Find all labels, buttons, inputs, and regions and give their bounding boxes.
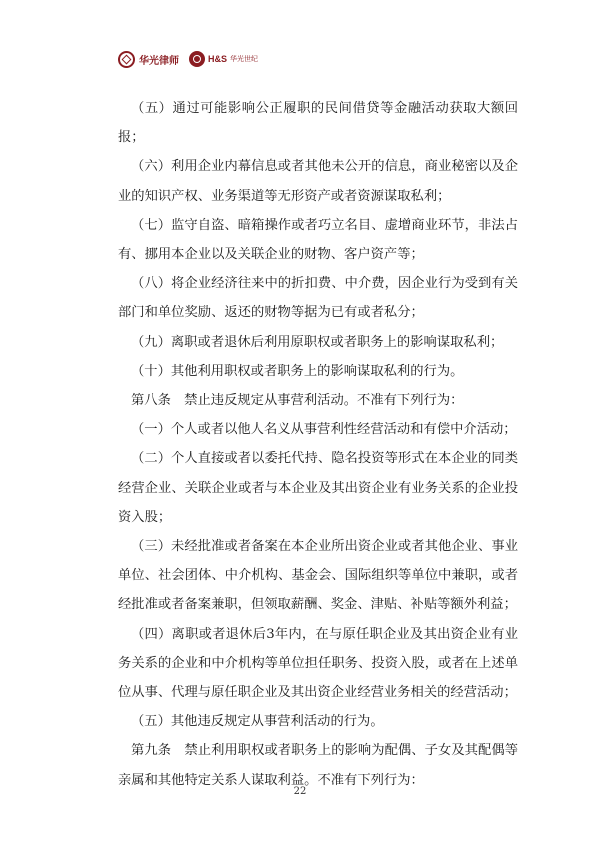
paragraph-item-6: （六）利用企业内幕信息或者其他未公开的信息，商业秘密以及企业的知识产权、业务渠道等无形资产或者资源谋取私利； (118, 159, 518, 204)
paragraph-item-7: （七）监守自盗、暗箱操作或者巧立名目、虚增商业环节，非法占有、挪用本企业以及关联企业的财物、客户资产等； (118, 217, 518, 263)
paragraph-item-5: （五）通过可能影响公正履职的民间借贷等金融活动获取大额回报； (118, 101, 518, 146)
article-9-heading: 第九条 禁止利用职权或者职务上的影响为配偶、子女及其配偶等亲属和其他特定关系人谋取利益。不准有下列行为： (118, 743, 518, 788)
paragraph-item-10: （十）其他利用职权或者职务上的影响谋取私利的行为。 (131, 363, 464, 379)
article-8-item-1: （一）个人或者以他人名义从事营利性经营活动和有偿中介活动； (131, 422, 517, 438)
law-firm-logo (118, 51, 179, 68)
hs-logo-icon (189, 51, 205, 67)
page-header (118, 48, 258, 70)
article-8-item-3: （三）未经批准或者备案在本企业所出资企业或者其他企业、事业单位、社会团体、中介机构、基金会、国际组织等单位中兼职，或者经批准或者备案兼职，但领取薪酬、奖金、津贴、补贴等额外利益； (118, 539, 518, 613)
hs-logo-cn-text: 华光世纪 (230, 55, 259, 63)
law-firm-logo-icon (118, 51, 135, 68)
article-8-item-5: （五）其他违反规定从事营利活动的行为。 (131, 714, 384, 730)
page-number: 22 (293, 786, 307, 797)
paragraph-item-8: （八）将企业经济往来中的折扣费、中介费，因企业行为受到有关部门和单位奖励、返还的财物等据为已有或者私分； (118, 276, 518, 321)
article-8-item-2: （二）个人直接或者以委托代持、隐名投资等形式在本企业的同类经营企业、关联企业或者与本企业及其出资企业有业务关系的企业投资入股； (118, 451, 518, 525)
document-body (118, 94, 518, 795)
law-firm-logo-text: 华光律师 (139, 55, 179, 67)
hs-logo (189, 51, 258, 67)
paragraph-item-9: （九）离职或者退休后利用原职权或者职务上的影响谋取私利； (131, 334, 504, 350)
article-8-heading: 第八条 禁止违反规定从事营利活动。不准有下列行为： (131, 393, 464, 409)
article-8-item-4: （四）离职或者退休后3年内，在与原任职企业及其出资企业有业务关系的企业和中介机构等单位担任职务、投资入股，或者在上述单位从事、代理与原任职企业及其出资企业经营业务相关的经营活动； (118, 626, 518, 701)
hs-logo-en-text: H&S (208, 54, 228, 64)
